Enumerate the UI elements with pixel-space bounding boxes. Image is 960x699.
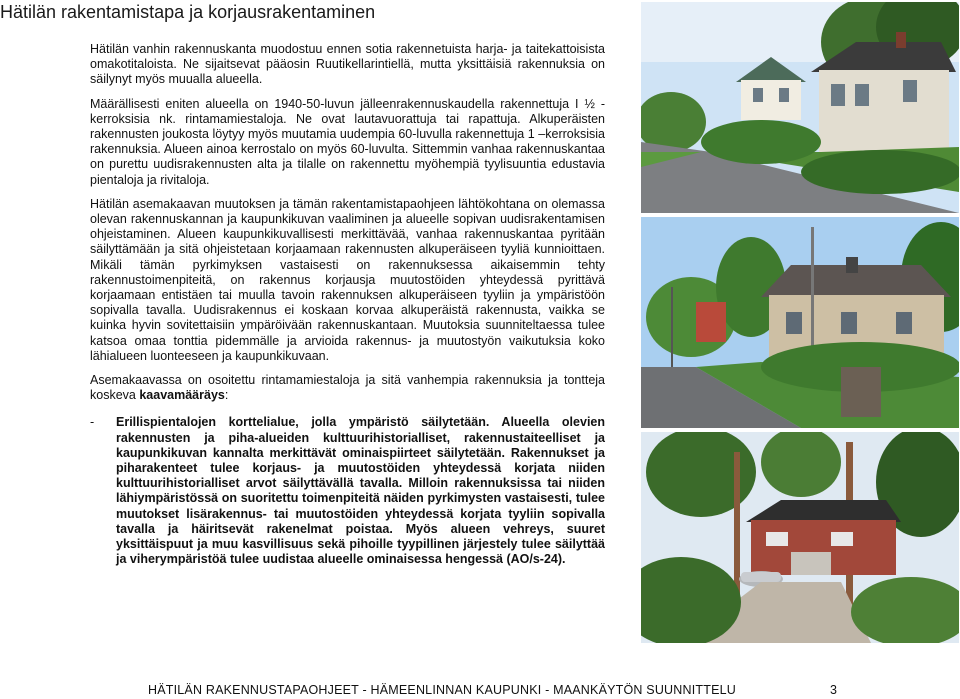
regulation-intro-colon: : — [224, 388, 229, 403]
page-title: Hätilän rakentamistapa ja korjausrakentaminen — [0, 2, 376, 22]
page-number: 3 — [830, 683, 837, 697]
regulation-intro — [90, 373, 605, 403]
street-photo-wooden-houses-icon — [641, 2, 959, 213]
body-text — [90, 42, 605, 568]
paragraph-plan-goals: Hätilän asemakaavan muutoksen ja tämän rakentamistapaohjeen lähtökohtana on olemassa olevan rakennuskannan ja kaupunkikuvan vaaliminen ja alueelle sopivan uudisrakentamisen ohjeistaminen. Alueen kaupunkikuvallisesti merkittävää, vanhaa rakennuskantaa pyritään säilyttämään ja sitä ohjeistetaan korjaamaan rakennusten alkuperäiseen tyyliä kunnioittaen. Mikäli tämän pyrkimyksen vastaisesti on rakennuksessa aikaisemmin tehty rakennustoimenpiteitä, on rakennus korjausja muutostöiden yhteydessä pyrittävä korjaamaan entistäen tai muulla tavoin rakennuksen alkuperäiseen tyyliin ja ympäristöön sopivalla tavalla. Uudisrakennus ei koskaan korvaa alkuperäistä rakennusta, vaikka se kuinka hyvin sovitettaisiin ympäröivään rakennuskantaan. Muutoksia suunniteltaessa tulee katsoa omaa tonttia pidemmälle ja arvioida rakennus- ja muutostyön vaikutuksia koko lähialueen luonteeseen ja kaupunkikuvaan. — [90, 196, 605, 363]
street-photo-plastered-house-icon — [641, 217, 959, 428]
regulation-item — [90, 415, 605, 567]
footer-text: HÄTILÄN RAKENNUSTAPAOHJEET - HÄMEENLINNAN KAUPUNKI - MAANKÄYTÖN SUUNNITTELU — [148, 683, 737, 697]
paragraph-oldest-buildings: Hätilän vanhin rakennuskanta muodostuu ennen sotia rakennetuista harja- ja taitekattoisista omakotitaloista. Ne sijaitsevat pääosin Ruutikellarintiellä, mutta yksittäisiä rakennuksia on säilynyt myös muualla alueella. — [90, 42, 605, 87]
regulation-text: Erillispientalojen korttelialue, jolla ympäristö säilytetään. Alueella olevien rakennusten ja piha-alueiden kulttuurihistorialliset, rakennustaiteelliset ja kaupunkikuvan kannalta merkittävät ominaispiirteet säilytetään. Rakennukset ja piharakenteet tulee korjaus- ja muutostöiden yhteydessä korjata niiden kulttuurihistorialliset arvot säilyttävällä tavalla. Milloin rakennuksissa tai niiden lähiympäristössä on suoritettu toimenpiteitä näiden pyrkimysten vastaisesti, tulee muutokset lisärakennus- tai muutostöiden yhteydessä korjata tyyliin sopivalla tavalla ja häiritsevät rakenelmat poistaa. Myös alueen vehreys, suuret yksittäispuut ja muu kasvillisuus sekä pihoille tyypillinen järjestely tulee säilyttää ja viherympäristöä tulee uudistaa alueelle ominaisessa hengessä (AO/s-24). — [116, 415, 605, 567]
photo-brick-house-pines-icon — [641, 432, 959, 643]
list-dash: - — [90, 415, 95, 430]
regulation-keyword: kaavamääräys — [139, 388, 225, 403]
paragraph-frontline-houses: Määrällisesti eniten alueella on 1940-50-luvun jälleenrakennuskaudella rakennettuja I ½ -kerroksisia nk. rintamamiestaloja. Ne ovat lautavuorattuja tai rapattuja. Alkuperäisten rakennusten joukosta löytyy myös muutamia uudempia 60-luvulla rakennettuja 1 –kerroksisia rakennuksia. Alueen ainoa kerrostalo on myös 60-luvulta. Sittemmin vanhaa rakennuskantaa on purettu uudisrakennusten alta ja tilalle on rakennettu myöhempiä tyylisuuntia edustavia pientaloja ja rivitaloja. — [90, 96, 605, 187]
regulation-intro-text: Asemakaavassa on osoitettu rintamamiestaloja ja sitä vanhempia rakennuksia ja tontteja koskeva — [90, 373, 605, 403]
